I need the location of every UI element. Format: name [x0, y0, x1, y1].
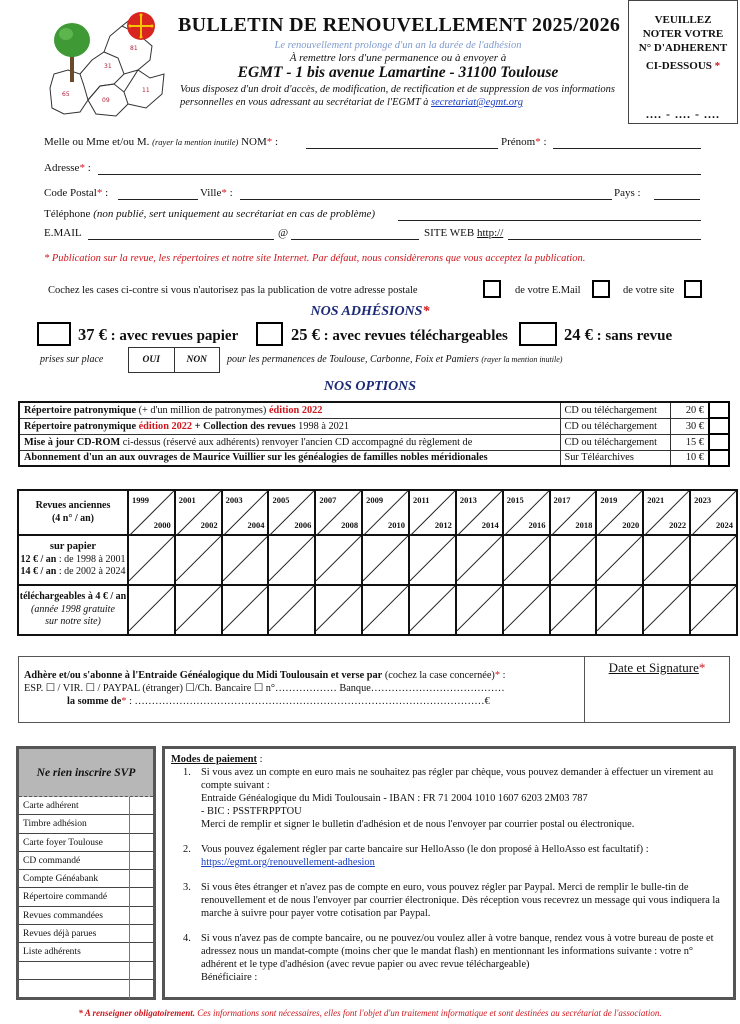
email-at-sign: @	[278, 227, 289, 239]
privacy-label: Cochez les cases ci-contre si vous n'autorisez pas la publication de votre adresse postale	[48, 285, 418, 296]
download-issue-cell[interactable]	[268, 585, 315, 635]
option-checkbox[interactable]	[709, 418, 729, 434]
admin-header: Ne rien inscrire SVP	[19, 749, 153, 797]
paper-issue-cell[interactable]	[222, 535, 269, 585]
page-title: BULLETIN DE RENOUVELLEMENT 2025/2026	[178, 14, 621, 36]
year-end: 2018	[575, 520, 593, 530]
renewal-subtitle: Le renouvellement prolonge d'un an la durée de l'adhésion	[274, 40, 522, 51]
adhesion-24-checkbox[interactable]	[519, 322, 557, 346]
publication-note: * Publication sur la revue, les répertoires et notre site Internet. Par défaut, nous considèrerons que vous acceptez la publication.	[44, 253, 586, 264]
paper-issue-cell[interactable]	[409, 535, 456, 585]
year-pair-header	[409, 490, 456, 535]
no-publish-email-checkbox[interactable]	[592, 280, 610, 298]
year-end: 2022	[669, 520, 687, 530]
prenom-field[interactable]	[553, 148, 701, 149]
download-issue-cell[interactable]	[409, 585, 456, 635]
svg-text:31: 31	[104, 63, 112, 70]
paper-issues-label: sur papier 12 € / an : de 1998 à 2001 14 € / an : de 2002 à 2024	[18, 535, 128, 585]
option-row: Répertoire patronymique édition 2022 + Collection des revues 1998 à 2021 CD ou téléchargement 30 €	[19, 418, 729, 434]
site-web-label: SITE WEB http://	[424, 227, 504, 239]
download-issues-label: téléchargeables à 4 € / an (année 1998 gratuite sur notre site)	[18, 585, 128, 635]
adresse-field[interactable]	[98, 174, 701, 175]
onsite-label: prises sur place	[40, 354, 104, 365]
year-pair-header	[503, 490, 550, 535]
year-start: 2021	[647, 495, 665, 505]
year-pair-header	[596, 490, 643, 535]
member-number-input[interactable]: .... - .... - ....	[646, 107, 720, 121]
code-postal-field[interactable]	[118, 199, 198, 200]
year-pair-header	[222, 490, 269, 535]
year-pair-header	[690, 490, 737, 535]
year-start: 2001	[178, 495, 196, 505]
pays-field[interactable]	[654, 199, 700, 200]
paper-issue-cell[interactable]	[596, 535, 643, 585]
year-end: 2000	[153, 520, 171, 530]
paper-issue-cell[interactable]	[315, 535, 362, 585]
onsite-choice	[128, 347, 220, 373]
year-pair-header	[315, 490, 362, 535]
download-issue-cell[interactable]	[175, 585, 222, 635]
year-pair-header	[550, 490, 597, 535]
download-issue-cell[interactable]	[456, 585, 503, 635]
year-pair-header	[362, 490, 409, 535]
download-issue-cell[interactable]	[362, 585, 409, 635]
nom-field[interactable]	[306, 148, 498, 149]
payment-method-checkboxes[interactable]: ESP. ☐ / VIR. ☐ / PAYPAL (étranger) ☐/Ch. Bancaire ☐ n°……………… Banque…………………………………	[24, 683, 505, 694]
year-start: 2023	[694, 495, 712, 505]
ville-field[interactable]	[240, 199, 612, 200]
download-issue-cell[interactable]	[643, 585, 690, 635]
adhesion-37-label: 37 € : avec revues papier	[78, 325, 239, 344]
egmt-logo	[40, 8, 175, 120]
postal-address: EGMT - 1 bis avenue Lamartine - 31100 Toulouse	[237, 64, 559, 81]
rights-text: Vous disposez d'un droit d'accès, de modification, de rectification et de suppression de vos informations personnelles en vous adressant au secrétariat de l'EGMT à	[180, 84, 615, 108]
non-option[interactable]: NON	[174, 348, 220, 372]
year-start: 2005	[272, 495, 290, 505]
svg-text:11: 11	[142, 87, 150, 94]
year-start: 2015	[506, 495, 524, 505]
year-start: 2017	[553, 495, 571, 505]
download-issue-cell[interactable]	[503, 585, 550, 635]
required-mark: *	[714, 60, 721, 72]
options-table	[18, 401, 730, 467]
paper-issue-cell[interactable]	[456, 535, 503, 585]
year-end: 2008	[341, 520, 359, 530]
payment-declaration	[18, 656, 730, 723]
paper-issue-cell[interactable]	[268, 535, 315, 585]
payment-mode-item: 4. Si vous n'avez pas de compte bancaire, ou ne pouvez/ou voulez aller à votre banque, rendez vous à votre bureau de poste et adressez nous un mandat-compte (moins cher que le mandat flash) en mentionnant les informations suivante : votre n° adhérent et le type d'adhésion (avec revue papier ou avec revue téléchargeable) Bénéficiaire :	[183, 933, 714, 983]
site-web-field[interactable]	[508, 239, 701, 240]
admin-row: Compte Généabank	[19, 870, 153, 888]
year-pair-header	[175, 490, 222, 535]
download-issue-cell[interactable]	[690, 585, 737, 635]
numbox-line: CI-DESSOUS *	[645, 60, 721, 72]
prenom-label: Prénom* :	[501, 136, 547, 148]
privacy-site-label: de votre site	[623, 285, 675, 296]
year-start: 1999	[131, 495, 149, 505]
download-issue-cell[interactable]	[222, 585, 269, 635]
admin-row: Carte foyer Toulouse	[19, 834, 153, 852]
year-end: 2006	[294, 520, 312, 530]
onsite-text: pour les permanences de Toulouse, Carbonne, Foix et Pamiers (rayer la mention inutile)	[227, 354, 563, 365]
admin-only-box	[16, 746, 156, 1000]
signature-box[interactable]: Date et Signature*	[584, 657, 729, 722]
declaration-text: Adhère et/ou s'abonne à l'Entraide Généalogique du Midi Toulousain et verse par (cochez la case concernée)* : ESP. ☐ / VIR. ☐ / PAYPAL (étranger) ☐/Ch. Bancaire ☐ n°……………… Banque………………………………… la somme de* : …………………………………………………………………………………………€	[19, 657, 584, 722]
year-end: 2014	[481, 520, 499, 530]
payment-modes-title: Modes de paiement	[171, 754, 258, 765]
year-end: 2020	[622, 520, 640, 530]
pays-label: Pays :	[614, 187, 641, 199]
download-issue-cell[interactable]	[128, 585, 175, 635]
paper-issue-cell[interactable]	[362, 535, 409, 585]
email-label: E.MAIL	[44, 227, 82, 239]
numbox-line: VEUILLEZ	[654, 14, 712, 26]
admin-row: Carte adhérent	[19, 797, 153, 815]
year-start: 2011	[413, 495, 430, 505]
option-checkbox[interactable]	[709, 434, 729, 450]
adresse-label: Adresse* :	[44, 162, 91, 174]
adhesion-25-label: 25 € : avec revues téléchargeables	[291, 325, 508, 344]
year-start: 2003	[225, 495, 243, 505]
options-title: NOS OPTIONS	[323, 379, 417, 394]
paper-issue-cell[interactable]	[503, 535, 550, 585]
year-end: 2012	[434, 520, 452, 530]
svg-text:09: 09	[102, 97, 110, 104]
delivery-instruction: À remettre lors d'une permanence ou à envoyer à	[289, 52, 507, 64]
year-end: 2016	[528, 520, 546, 530]
member-number-box	[628, 0, 738, 124]
option-row: Répertoire patronymique (+ d'un million de patronymes) édition 2022 CD ou téléchargement 20 €	[19, 402, 729, 418]
year-end: 2010	[388, 520, 406, 530]
year-start: 2007	[319, 495, 337, 505]
year-pair-header	[268, 490, 315, 535]
year-start: 2013	[459, 495, 477, 505]
oui-option[interactable]: OUI	[142, 355, 160, 365]
year-pair-header	[128, 490, 175, 535]
numbox-line: NOTER VOTRE	[642, 28, 724, 40]
admin-row: Revues commandées	[19, 907, 153, 925]
back-issues-header: Revues anciennes (4 n° / an)	[18, 490, 128, 535]
amount-field[interactable]: : …………………………………………………………………………………………€	[126, 696, 490, 707]
svg-text:81: 81	[130, 45, 138, 52]
paper-issue-cell[interactable]	[175, 535, 222, 585]
adhesion-24-label: 24 € : sans revue	[564, 325, 673, 344]
admin-row	[19, 962, 153, 980]
code-postal-label: Code Postal* :	[44, 187, 109, 199]
telephone-label: Téléphone (non publié, sert uniquement au secrétariat en cas de problème)	[44, 208, 376, 220]
email-user-field[interactable]	[88, 239, 274, 240]
year-pair-header	[456, 490, 503, 535]
paper-issue-cell[interactable]	[643, 535, 690, 585]
adhesions-title: NOS ADHÉSIONS*	[310, 304, 430, 319]
ville-label: Ville* :	[200, 187, 233, 199]
telephone-field[interactable]	[398, 220, 701, 221]
region-map-icon	[40, 8, 175, 120]
back-issues-table	[17, 489, 738, 636]
download-issue-cell[interactable]	[596, 585, 643, 635]
paper-issue-cell[interactable]	[690, 535, 737, 585]
secretariat-email-link[interactable]: secretariat@egmt.org	[431, 97, 524, 108]
download-issue-cell[interactable]	[550, 585, 597, 635]
admin-row: Répertoire commandé	[19, 888, 153, 906]
option-checkbox[interactable]	[709, 402, 729, 418]
option-checkbox[interactable]	[709, 450, 729, 466]
payment-modes: Modes de paiement : 1. Si vous avez un compte en euro mais ne souhaitez pas régler par chèque, vous pouvez demander à effectuer un virement au compte suivant : Entraide Généalogique du Midi Toulousain - IBAN : FR 71 2004 1010 1607 6203 2M03 787 - BIC : PSSTFRPPTOU Merci de remplir et signer le bulletin d'adhésion et de nous l'envoyer par courrier postal ou électronique. 2. Vous pouvez également régler par carte bancaire sur HelloAsso (le don proposé à HelloAsso est facultatif) : https://egmt.org/renouvellement-adhesion 3. Si vous êtes étranger et n'avez pas de compte en euro, vous pouvez régler par Paypal. Merci de remplir le bulle-tin de renouvellement et de nous l'envoyer par courrier électronique. Dès réception vous recevrez un message qui vous indiquera la marche à suivre pour payer votre cotisation par Paypal. 4. Si vous n'avez pas de compte bancaire, ou ne pouvez/ou voulez aller à votre banque, rendez vous à votre bureau de poste et adressez nous un mandat-compte (moins cher que le mandat flash) en mentionnant les informations suivante : votre n° adhérent et le type d'adhésion (avec revue papier ou avec revue téléchargeable) Bénéficiaire :	[162, 746, 736, 1000]
payment-mode-item: 3. Si vous êtes étranger et n'avez pas de compte en euro, vous pouvez régler par Paypal. Merci de remplir le bulle-tin de renouvellement et de nous l'envoyer par courrier électronique. Dès réception vous recevrez un message qui vous indiquera la marche à suivre pour payer votre cotisation par Paypal.	[183, 882, 720, 919]
payment-mode-item: 2. Vous pouvez également régler par carte bancaire sur HelloAsso (le don proposé à HelloAsso est facultatif) : https://egmt.org/renouvellement-adhesion	[183, 844, 649, 868]
payment-mode-item: 1. Si vous avez un compte en euro mais ne souhaitez pas régler par chèque, vous pouvez demander à effectuer un virement au compte suivant : Entraide Généalogique du Midi Toulousain - IBAN : FR 71 2004 1010 1607 6203 2M03 787 - BIC : PSSTFRPPTOU Merci de remplir et signer le bulletin d'adhésion et de nous l'envoyer par courrier postal ou électronique.	[183, 767, 714, 830]
svg-text:65: 65	[62, 91, 70, 98]
year-end: 2024	[716, 520, 733, 530]
tree-icon	[54, 23, 90, 57]
privacy-email-label: de votre E.Mail	[515, 285, 581, 296]
email-domain-field[interactable]	[291, 239, 419, 240]
year-end: 2004	[247, 520, 265, 530]
admin-row: Liste adhérents	[19, 943, 153, 961]
year-start: 2009	[366, 495, 384, 505]
privacy-rights-text	[178, 83, 618, 109]
no-publish-site-checkbox[interactable]	[684, 280, 702, 298]
helloasso-link[interactable]: https://egmt.org/renouvellement-adhesion	[201, 857, 375, 868]
adhesion-25-checkbox[interactable]	[256, 322, 283, 346]
option-row: Mise à jour CD-ROM ci-dessus (réservé aux adhérents) renvoyer l'ancien CD accompagné du règlement de CD ou téléchargement 15 €	[19, 434, 729, 450]
year-pair-header	[643, 490, 690, 535]
download-issue-cell[interactable]	[315, 585, 362, 635]
mandatory-footnote: * A renseigner obligatoirement. Ces informations sont nécessaires, elles font l'objet d'un traitement informatique et sont destinées au secrétariat de l'association.	[78, 1008, 662, 1018]
adhesion-37-checkbox[interactable]	[37, 322, 71, 346]
paper-issue-cell[interactable]	[550, 535, 597, 585]
admin-row: Revues déjà parues	[19, 925, 153, 943]
option-row: Abonnement d'un an aux ouvrages de Maurice Vuillier sur les généalogies de familles nobles méridionales Sur Téléarchives 10 €	[19, 450, 729, 466]
admin-row: CD commandé	[19, 852, 153, 870]
admin-row	[19, 980, 153, 998]
year-end: 2002	[200, 520, 218, 530]
paper-issue-cell[interactable]	[128, 535, 175, 585]
numbox-line: N° D'ADHERENT	[638, 42, 728, 54]
admin-row: Timbre adhésion	[19, 815, 153, 833]
no-publish-address-checkbox[interactable]	[483, 280, 501, 298]
civility-label: Melle ou Mme et/ou M. (rayer la mention inutile) NOM* :	[44, 136, 279, 148]
year-start: 2019	[600, 495, 618, 505]
